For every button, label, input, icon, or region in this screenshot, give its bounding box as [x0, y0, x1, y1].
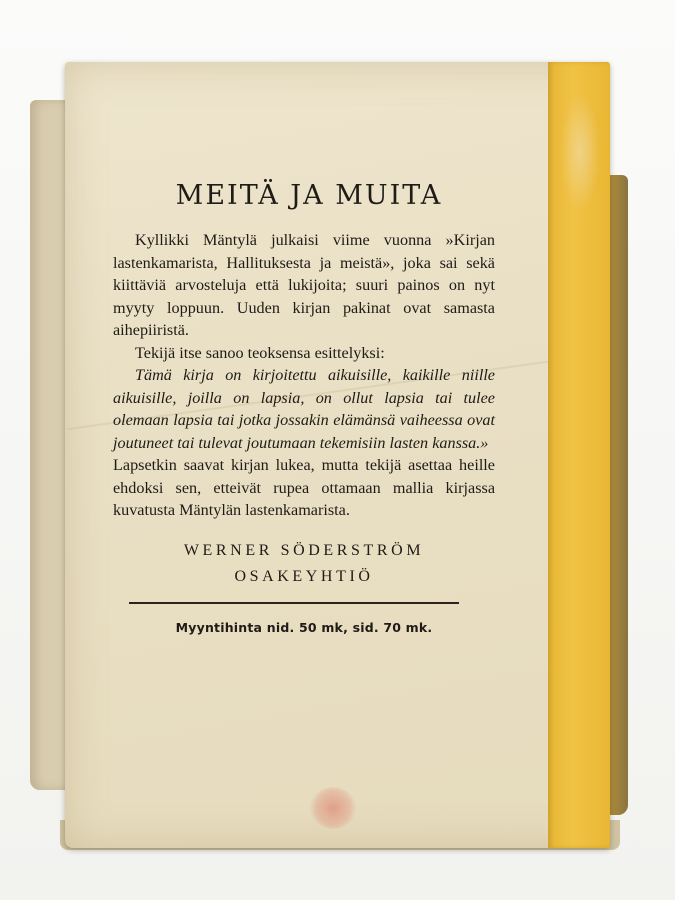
price-line: Myyntihinta nid. 50 mk, sid. 70 mk.	[175, 619, 433, 635]
divider-rule	[129, 602, 459, 604]
publisher-line-2: OSAKEYHTIÖ	[234, 567, 374, 585]
description-paragraph-1: Kyllikki Mäntylä julkaisi viime vuonna »Kirjan lastenkamarista, Hallituksesta ja meistä», joka sai sekä kiittäviä arvosteluja että lukijoita; suuri painos on nyt myyty loppuun. Uuden kirjan pakinat ovat samasta aihepiiristä.	[113, 231, 495, 339]
description-paragraph-3: Lapsetkin saavat kirjan lukea, mutta tekijä asettaa heille ehdoksi sen, etteivät rupea ottamaan mallia kirjassa kuvatusta Mäntylän lastenkamarista.	[113, 456, 495, 519]
description-paragraph-2: Tekijä itse sanoo teoksensa esittelyksi:	[135, 343, 385, 362]
publisher-name	[113, 538, 495, 590]
author-quote: Tämä kirja on kirjoitettu aikuisille, kaikille niille aikuisille, joilla on lapsia, on ollut lapsia tai tulee olemaan lapsia tai jotka jossakin elämänsä vaiheessa ovat joutuneet tai tulevat joutumaan tekemisiin lasten kanssa.»	[113, 366, 495, 452]
strip-wear-mark	[560, 92, 600, 212]
yellow-spine-strip	[548, 62, 610, 848]
book-title: MEITÄ JA MUITA	[175, 180, 443, 211]
red-stamp-mark	[310, 787, 356, 829]
cover-text-block	[113, 180, 495, 635]
publisher-line-1: WERNER SÖDERSTRÖM	[183, 541, 425, 559]
